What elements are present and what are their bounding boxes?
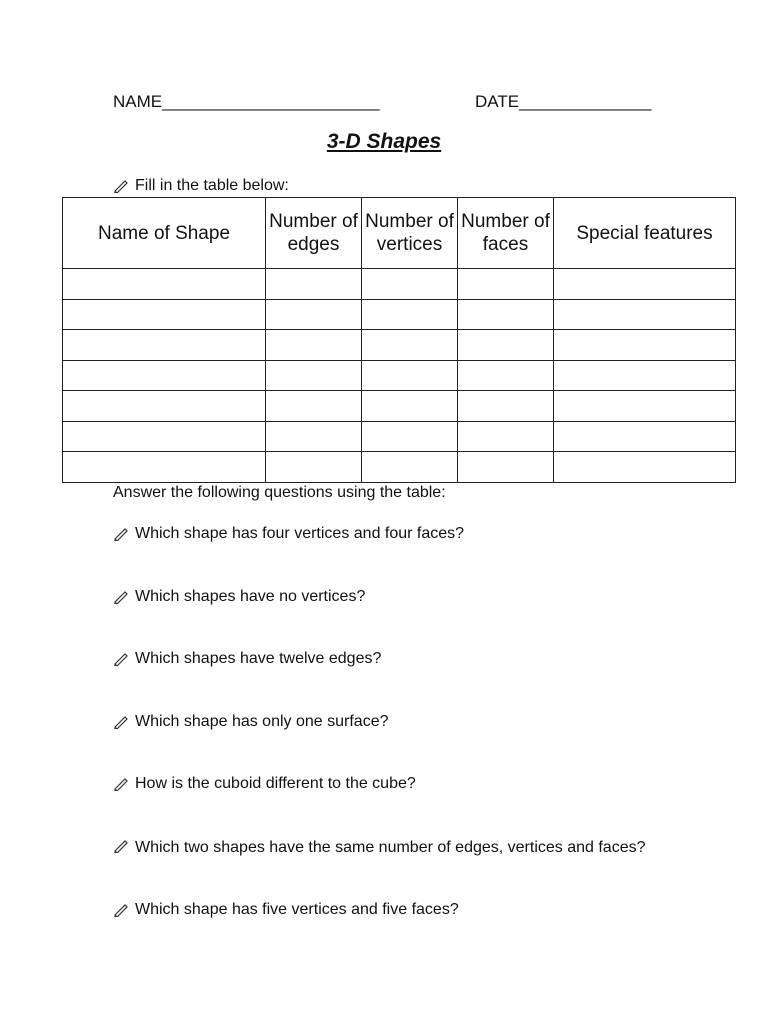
name-line[interactable]: _______________________ — [162, 92, 380, 111]
question-text: Which shapes have twelve edges? — [135, 650, 382, 667]
table-row — [63, 269, 736, 300]
pencil-icon — [113, 527, 129, 541]
table-cell[interactable] — [554, 421, 736, 452]
table-row — [63, 452, 736, 483]
header-special-features: Special features — [554, 198, 736, 269]
header-number-of-faces: Number of faces — [458, 198, 554, 269]
table-cell[interactable] — [266, 269, 362, 300]
table-cell[interactable] — [362, 421, 458, 452]
table-cell[interactable] — [554, 391, 736, 422]
table-row — [63, 360, 736, 391]
pencil-icon — [113, 777, 129, 791]
question-3 — [113, 650, 381, 668]
table-cell[interactable] — [362, 299, 458, 330]
table-cell[interactable] — [554, 330, 736, 361]
pencil-icon — [113, 590, 129, 604]
table-cell[interactable] — [458, 360, 554, 391]
table-cell[interactable] — [458, 391, 554, 422]
table-cell[interactable] — [63, 452, 266, 483]
question-text: Which shape has only one surface? — [135, 713, 389, 730]
pencil-icon — [113, 652, 129, 666]
question-5 — [113, 775, 416, 793]
table-cell[interactable] — [63, 330, 266, 361]
table-cell[interactable] — [63, 299, 266, 330]
table-cell[interactable] — [554, 452, 736, 483]
table-cell[interactable] — [266, 452, 362, 483]
table-cell[interactable] — [266, 421, 362, 452]
table-cell[interactable] — [266, 391, 362, 422]
page-title: 3-D Shapes — [326, 130, 442, 153]
table-cell[interactable] — [458, 421, 554, 452]
instruction — [113, 177, 289, 195]
date-line[interactable]: ______________ — [519, 92, 652, 111]
instruction-text: Fill in the table below: — [135, 177, 289, 194]
question-text: Which two shapes have the same number of edges, vertices and faces? — [135, 839, 646, 856]
table-cell[interactable] — [362, 391, 458, 422]
pencil-icon — [113, 715, 129, 729]
table-cell[interactable] — [266, 330, 362, 361]
table-cell[interactable] — [554, 299, 736, 330]
table-cell[interactable] — [63, 391, 266, 422]
table-row — [63, 299, 736, 330]
table-cell[interactable] — [362, 330, 458, 361]
table-cell[interactable] — [554, 360, 736, 391]
question-text: How is the cuboid different to the cube? — [135, 775, 416, 792]
table-cell[interactable] — [266, 299, 362, 330]
table-cell[interactable] — [362, 269, 458, 300]
question-text: Which shape has five vertices and five faces? — [135, 901, 459, 918]
shapes-table — [62, 197, 736, 483]
header-name-of-shape: Name of Shape — [63, 198, 266, 269]
question-text: Which shapes have no vertices? — [135, 588, 366, 605]
question-4 — [113, 713, 388, 731]
table-header-row — [63, 198, 736, 269]
table-cell[interactable] — [63, 269, 266, 300]
header-number-of-edges: Number of edges — [266, 198, 362, 269]
table-row — [63, 330, 736, 361]
question-2 — [113, 588, 365, 606]
table-cell[interactable] — [458, 330, 554, 361]
question-6 — [113, 837, 655, 859]
pencil-icon — [113, 179, 129, 193]
question-1 — [113, 525, 464, 543]
table-cell[interactable] — [362, 452, 458, 483]
table-cell[interactable] — [554, 269, 736, 300]
date-field[interactable] — [475, 92, 651, 112]
table-cell[interactable] — [458, 269, 554, 300]
name-label: NAME — [113, 92, 163, 111]
answer-intro: Answer the following questions using the table: — [113, 484, 446, 501]
question-7 — [113, 901, 459, 919]
date-label: DATE — [475, 92, 520, 111]
table-cell[interactable] — [362, 360, 458, 391]
table-cell[interactable] — [458, 452, 554, 483]
table-body — [63, 269, 736, 483]
table-row — [63, 391, 736, 422]
table-cell[interactable] — [63, 360, 266, 391]
pencil-icon — [113, 839, 129, 853]
name-field[interactable] — [113, 92, 380, 112]
header-number-of-vertices: Number of vertices — [362, 198, 458, 269]
table-cell[interactable] — [63, 421, 266, 452]
pencil-icon — [113, 903, 129, 917]
question-text: Which shape has four vertices and four faces? — [135, 525, 465, 542]
table-cell[interactable] — [266, 360, 362, 391]
table-cell[interactable] — [458, 299, 554, 330]
table-row — [63, 421, 736, 452]
